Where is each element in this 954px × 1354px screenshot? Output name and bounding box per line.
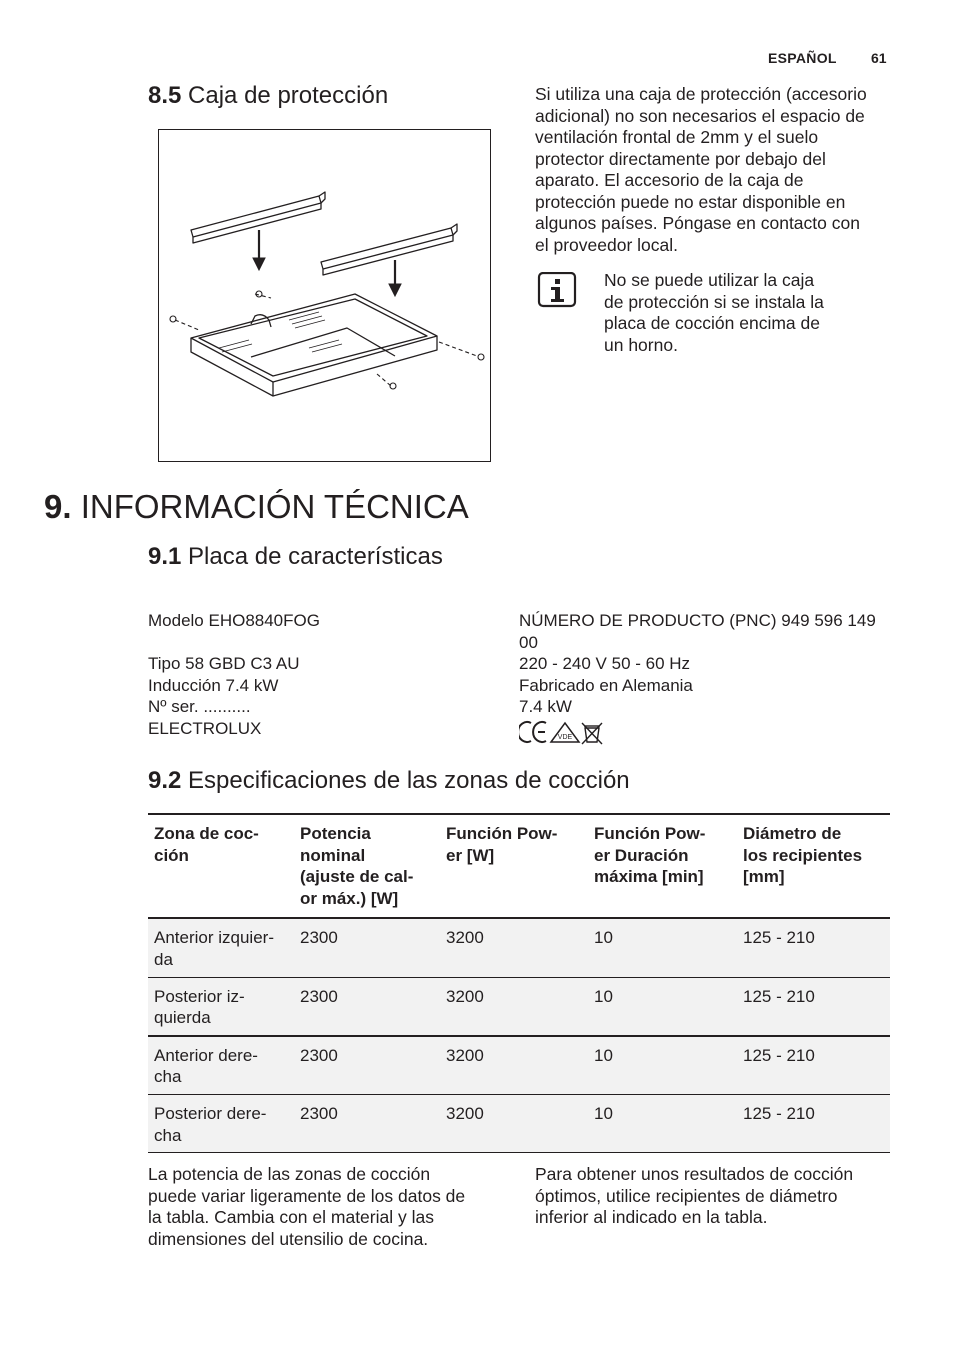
header-line: los recipientes: [743, 845, 863, 865]
body-line: adicional) no son necesarios el espacio de: [535, 105, 865, 126]
rating-line: Nº ser. ..........: [148, 697, 251, 717]
rating-plate-right: [519, 610, 899, 744]
footnote-line: inferior al indicado en la tabla.: [535, 1207, 768, 1227]
chapter-number: 9.: [44, 488, 72, 525]
table-cell: 10: [588, 977, 737, 1036]
body-line: aparato. El accesorio de la caja de: [535, 170, 804, 190]
rating-line: Fabricado en Alemania: [519, 675, 693, 695]
rating-line: NÚMERO DE PRODUCTO (PNC) 949 596 149: [519, 611, 876, 630]
info-note: [604, 270, 864, 356]
table-footnote-right: [535, 1164, 895, 1229]
cell-line: Anterior izquier-: [154, 928, 274, 948]
rating-line: Tipo 58 GBD C3 AU: [148, 654, 300, 674]
page-number: 61: [871, 50, 887, 66]
section-number: 9.1: [148, 543, 182, 570]
footnote-line: Para obtener unos resultados de cocción: [535, 1164, 854, 1184]
rating-line: Inducción 7.4 kW: [148, 675, 279, 695]
table-header-row: [148, 814, 890, 918]
table-row: [148, 918, 890, 977]
section-9-1-heading: [148, 543, 443, 571]
protection-box-illustration: [158, 129, 491, 462]
note-line: de protección si se instala la: [604, 291, 824, 312]
table-cell: 3200: [440, 977, 588, 1036]
cell-line: quierda: [154, 1008, 211, 1028]
footnote-line: dimensiones del utensilio de cocina.: [148, 1228, 429, 1249]
cell-line: Posterior dere-: [154, 1103, 267, 1123]
certification-marks-drawing: [519, 720, 609, 746]
table-cell: [148, 918, 294, 977]
header-language: ESPAÑOL: [768, 50, 837, 66]
header-line: er [W]: [446, 845, 495, 865]
table-cell: 3200: [440, 918, 588, 977]
table-row: [148, 977, 890, 1036]
rating-plate-left: [148, 610, 498, 740]
weee-bin-icon: [582, 723, 602, 744]
header-line: (ajuste de cal-: [300, 867, 414, 887]
body-line: protección puede no estar disponible en: [535, 191, 846, 212]
info-icon: [536, 272, 578, 308]
rating-line: 7.4 kW: [519, 697, 572, 717]
header-line: er Duración: [594, 845, 689, 865]
vde-mark-icon: [551, 723, 579, 742]
section-title: Especificaciones de las zonas de cocción: [188, 767, 630, 794]
footnote-line: óptimos, utilice recipientes de diámetro: [535, 1185, 838, 1206]
section-8-5-body: [535, 84, 895, 256]
body-line: ventilación frontal de 2mm y el suelo: [535, 127, 819, 147]
body-line: algunos países. Póngase en contacto con: [535, 213, 860, 233]
rating-line: [148, 632, 498, 654]
section-title: Caja de protección: [188, 82, 389, 109]
table-cell: 3200: [440, 1036, 588, 1095]
table-cell: 2300: [294, 1036, 440, 1095]
table-cell: [148, 1036, 294, 1095]
ce-mark-icon: [519, 722, 546, 742]
footnote-line: la tabla. Cambia con el material y las: [148, 1207, 434, 1227]
rating-line: ELECTROLUX: [148, 718, 262, 738]
footnote-line: La potencia de las zonas de cocción: [148, 1164, 431, 1184]
table-cell: [148, 977, 294, 1036]
header-line: máxima [min]: [594, 867, 704, 887]
table-cell: 125 - 210: [737, 1036, 890, 1095]
table-row: [148, 1094, 890, 1152]
header-line: Potencia: [300, 824, 371, 843]
note-line: placa de cocción encima de: [604, 313, 820, 333]
section-title: Placa de características: [188, 543, 443, 570]
table-footnote-left: [148, 1164, 508, 1250]
table-cell: 2300: [294, 918, 440, 977]
table-cell: 10: [588, 918, 737, 977]
body-line: Si utiliza una caja de protección (accesorio: [535, 84, 867, 104]
header-line: Zona de coc-: [154, 824, 259, 843]
header-line: [mm]: [743, 867, 785, 887]
cell-line: Posterior iz-: [154, 986, 245, 1006]
table-cell: 125 - 210: [737, 1094, 890, 1152]
chapter-9-heading: [44, 488, 469, 526]
column-header: [148, 814, 294, 918]
column-header: [440, 814, 588, 918]
cell-line: Anterior dere-: [154, 1045, 258, 1065]
section-9-2-heading: [148, 767, 630, 795]
table-row: [148, 1036, 890, 1095]
table-cell: [148, 1094, 294, 1152]
cell-line: cha: [154, 1125, 182, 1145]
cooking-zones-table: [148, 813, 890, 1153]
table-cell: 10: [588, 1036, 737, 1095]
section-8-5-heading: [148, 82, 388, 110]
header-line: Función Pow-: [446, 824, 558, 843]
section-number: 9.2: [148, 767, 182, 794]
header-line: or máx.) [W]: [300, 888, 399, 908]
vde-mark-text: VDE: [557, 733, 573, 741]
rating-line: Modelo EHO8840FOG: [148, 611, 320, 630]
section-number: 8.5: [148, 82, 182, 109]
note-line: No se puede utilizar la caja: [604, 270, 815, 290]
column-header: [588, 814, 737, 918]
table-cell: 125 - 210: [737, 918, 890, 977]
column-header: [737, 814, 890, 918]
chapter-title: INFORMACIÓN TÉCNICA: [80, 488, 469, 525]
cell-line: da: [154, 949, 173, 969]
header-line: Diámetro de: [743, 824, 842, 843]
column-header: [294, 814, 440, 918]
table-cell: 3200: [440, 1094, 588, 1152]
body-line: protector directamente por debajo del: [535, 148, 826, 169]
cell-line: cha: [154, 1067, 182, 1087]
rating-line: 00: [519, 632, 538, 652]
table-cell: 2300: [294, 1094, 440, 1152]
table-cell: 125 - 210: [737, 977, 890, 1036]
body-line: el proveedor local.: [535, 234, 678, 255]
header-line: Función Pow-: [594, 824, 706, 843]
table-cell: 10: [588, 1094, 737, 1152]
table-cell: 2300: [294, 977, 440, 1036]
footnote-line: puede variar ligeramente de los datos de: [148, 1185, 466, 1206]
rating-line: 220 - 240 V 50 - 60 Hz: [519, 654, 691, 674]
header-line: ción: [154, 845, 189, 865]
certification-marks: [519, 718, 899, 744]
header-line: nominal: [300, 845, 366, 865]
note-line: un horno.: [604, 334, 678, 355]
protection-box-drawing: [159, 130, 490, 461]
